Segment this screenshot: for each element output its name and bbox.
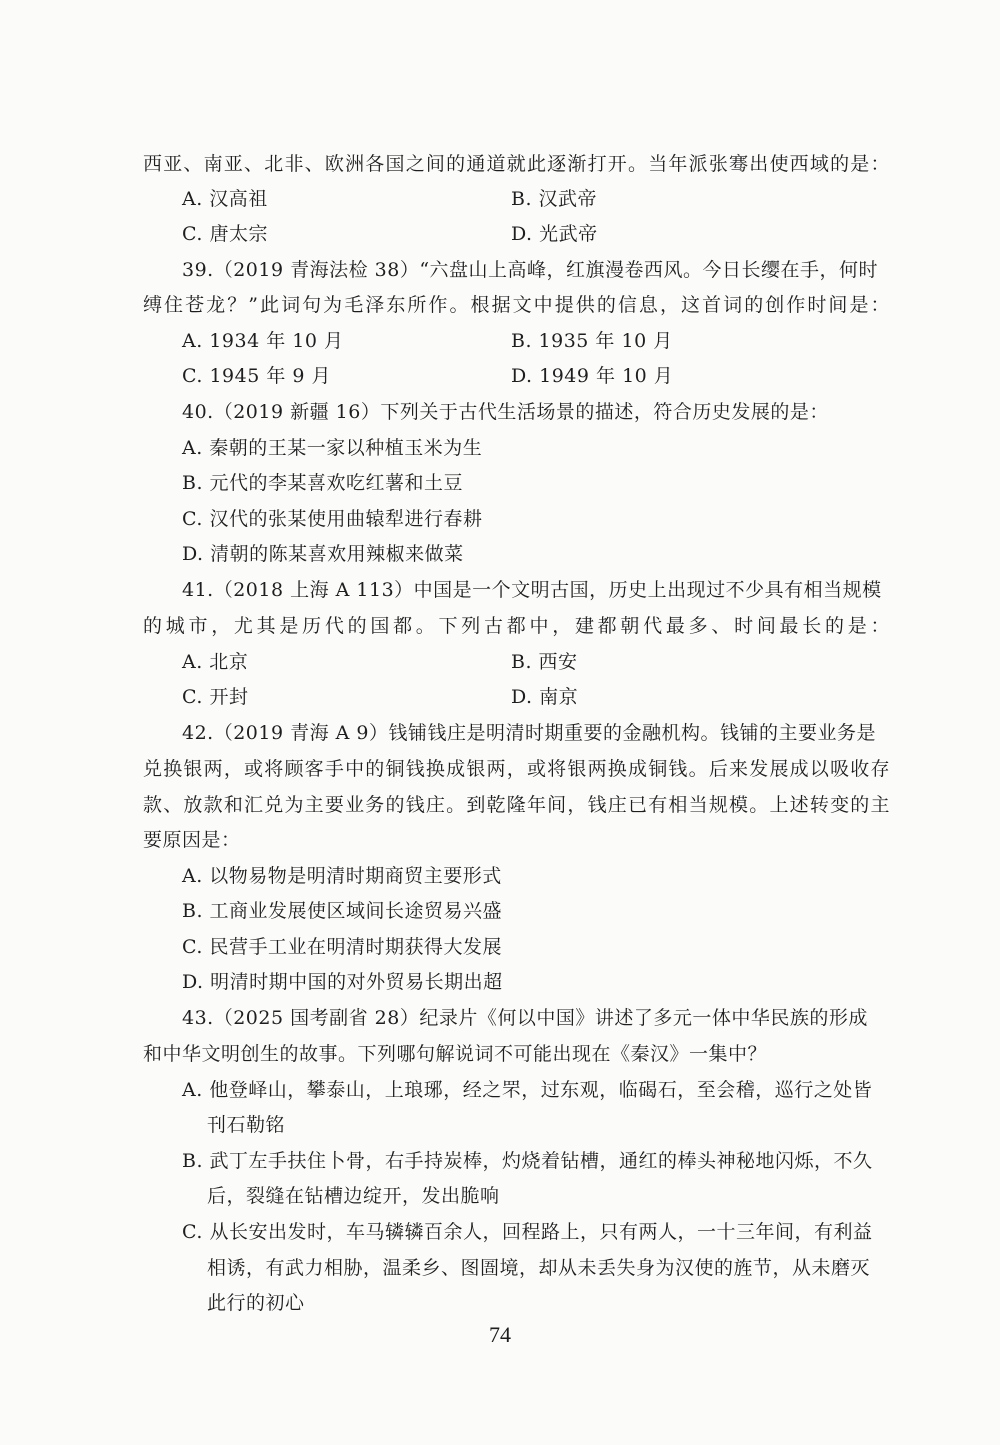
- question-39-stem-line2: 缚住苍龙？”此词句为毛泽东所作。根据文中提供的信息，这首词的创作时间是：: [143, 294, 890, 316]
- option-38-a: A. 汉高祖: [182, 188, 268, 210]
- option-42-a: A. 以物易物是明清时期商贸主要形式: [182, 865, 502, 887]
- option-42-b: B. 工商业发展使区域间长途贸易兴盛: [182, 900, 503, 922]
- question-42-stem-line1: 42.（2019 青海 A 9）钱铺钱庄是明清时期重要的金融机构。钱铺的主要业务是: [182, 722, 876, 744]
- option-43-a-line2: 刊石勒铭: [207, 1114, 286, 1136]
- option-42-d: D. 明清时期中国的对外贸易长期出超: [182, 971, 503, 993]
- option-38-b: B. 汉武帝: [511, 188, 598, 210]
- question-42-stem-line3: 款、放款和汇兑为主要业务的钱庄。到乾隆年间，钱庄已有相当规模。上述转变的主: [143, 794, 890, 816]
- option-43-b-line2: 后，裂缝在钻槽边绽开，发出脆响: [207, 1185, 500, 1207]
- option-43-c-line3: 此行的初心: [207, 1292, 305, 1314]
- question-40-stem: 40.（2019 新疆 16）下列关于古代生活场景的描述，符合历史发展的是：: [182, 401, 829, 423]
- option-38-c: C. 唐太宗: [182, 223, 268, 245]
- question-39-stem-line1: 39.（2019 青海法检 38）“六盘山上高峰，红旗漫卷西风。今日长缨在手，何时: [182, 259, 879, 281]
- option-40-b: B. 元代的李某喜欢吃红薯和土豆: [182, 472, 464, 494]
- option-41-d: D. 南京: [511, 686, 579, 708]
- option-40-c: C. 汉代的张某使用曲辕犁进行春耕: [182, 508, 483, 530]
- option-39-d: D. 1949 年 10 月: [511, 365, 674, 387]
- option-40-d: D. 清朝的陈某喜欢用辣椒来做菜: [182, 543, 464, 565]
- option-43-b-line1: B. 武丁左手扶住卜骨，右手持炭棒，灼烧着钻槽，通红的棒头神秘地闪烁，不久: [182, 1150, 873, 1172]
- option-40-a: A. 秦朝的王某一家以种植玉米为生: [182, 437, 483, 459]
- option-41-b: B. 西安: [511, 651, 578, 673]
- question-42-stem-line2: 兑换银两，或将顾客手中的铜钱换成银两，或将银两换成铜钱。后来发展成以吸收存: [143, 758, 890, 780]
- question-42-stem-line4: 要原因是：: [143, 829, 241, 851]
- option-43-c-line2: 相诱，有武力相胁，温柔乡、图圄境，却从未丢失身为汉使的旌节，从未磨灭: [207, 1257, 871, 1279]
- question-38-stem-tail: 西亚、南亚、北非、欧洲各国之间的通道就此逐渐打开。当年派张骞出使西域的是：: [143, 153, 890, 175]
- option-39-b: B. 1935 年 10 月: [511, 330, 673, 352]
- option-38-d: D. 光武帝: [511, 223, 598, 245]
- option-41-a: A. 北京: [182, 651, 249, 673]
- option-39-c: C. 1945 年 9 月: [182, 365, 332, 387]
- option-39-a: A. 1934 年 10 月: [182, 330, 344, 352]
- page-number: 74: [489, 1322, 511, 1347]
- question-41-stem-line2: 的城市，尤其是历代的国都。下列古都中，建都朝代最多、时间最长的是：: [143, 615, 890, 637]
- option-41-c: C. 开封: [182, 686, 249, 708]
- question-43-stem-line2: 和中华文明创生的故事。下列哪句解说词不可能出现在《秦汉》一集中？: [143, 1043, 768, 1065]
- question-43-stem-line1: 43.（2025 国考副省 28）纪录片《何以中国》讲述了多元一体中华民族的形成: [182, 1007, 868, 1029]
- option-42-c: C. 民营手工业在明清时期获得大发展: [182, 936, 502, 958]
- option-43-c-line1: C. 从长安出发时，车马辚辚百余人，回程路上，只有两人，一十三年间，有利益: [182, 1221, 873, 1243]
- question-41-stem-line1: 41.（2018 上海 A 113）中国是一个文明古国，历史上出现过不少具有相当规模: [182, 579, 882, 601]
- option-43-a-line1: A. 他登峄山，攀泰山，上琅琊，经之罘，过东观，临碣石，至会稽，巡行之处皆: [182, 1079, 873, 1101]
